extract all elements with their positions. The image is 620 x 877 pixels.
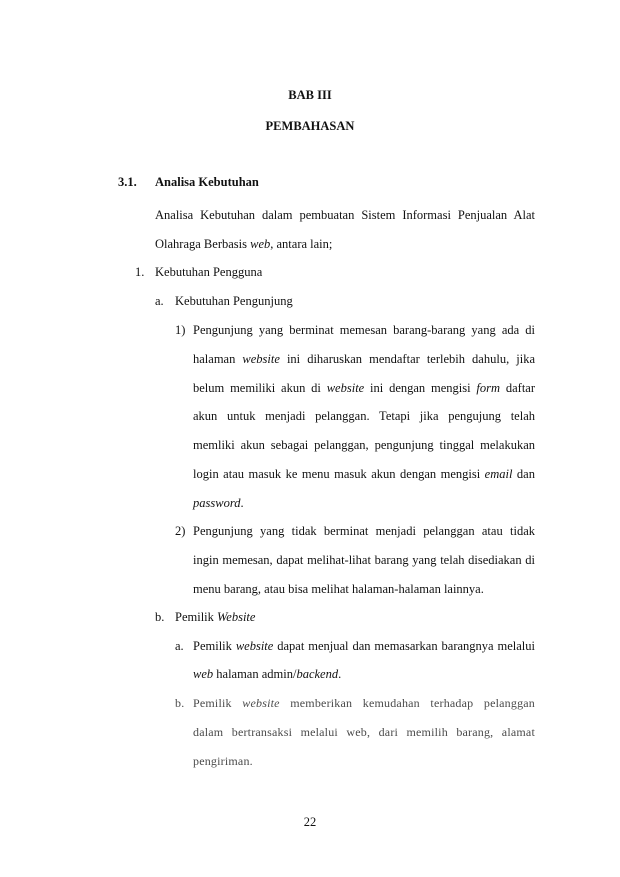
emphasis: website [242, 352, 280, 366]
point2-line-2: ingin memesan, dapat melihat-lihat barang yang telah disediakan di [193, 553, 535, 567]
list-item-pemilik-website [175, 610, 255, 625]
text: halaman admin/ [213, 667, 297, 681]
intro-text-end: , antara lain; [270, 237, 333, 251]
list-item-kebutuhan-pengunjung: Kebutuhan Pengunjung [175, 294, 293, 308]
point1-line-2 [193, 352, 535, 367]
emphasis: Website [217, 610, 256, 624]
text: login atau masuk ke menu masuk akun dengan mengisi [193, 467, 485, 481]
point1-line-1: Pengunjung yang berminat memesan barang-barang yang ada di [193, 323, 535, 337]
point-marker-1: 1) [175, 323, 186, 337]
list-marker-a: a. [155, 294, 164, 308]
page-number: 22 [303, 815, 317, 829]
chapter-title: PEMBAHASAN [265, 119, 355, 133]
section-number: 3.1. [118, 175, 137, 189]
text: dan [512, 467, 535, 481]
point1-line-5: memliki akun sebagai pelanggan, pengunjung tinggal melakukan [193, 438, 535, 452]
owner-a-line-1 [193, 639, 535, 654]
emphasis: email [484, 467, 513, 481]
point1-line-4: akun untuk menjadi pelanggan. Tetapi jika pengujung telah [193, 409, 535, 423]
text: ini dengan mengisi [364, 381, 477, 395]
text: dapat menjual dan memasarkan barangnya melalui [273, 639, 535, 653]
point1-line-3 [193, 381, 535, 396]
emphasis: password [193, 496, 241, 510]
list-marker-b: b. [155, 610, 165, 624]
point1-line-7 [193, 496, 244, 511]
point2-line-1: Pengunjung yang tidak berminat menjadi pelanggan atau tidak [193, 524, 535, 538]
owner-b-line-3: pengiriman. [193, 754, 253, 768]
text: daftar [500, 381, 536, 395]
owner-marker-a: a. [175, 639, 184, 653]
emphasis: website [235, 639, 274, 653]
emphasis: website [326, 381, 365, 395]
list-marker-1: 1. [135, 265, 145, 279]
emphasis: web [193, 667, 214, 681]
text: belum memiliki akun di [193, 381, 327, 395]
text: halaman [193, 352, 243, 366]
text: memberikan kemudahan terhadap pelanggan [279, 696, 536, 710]
emphasis: backend [296, 667, 339, 681]
list-item-kebutuhan-pengguna: Kebutuhan Pengguna [155, 265, 263, 279]
text: . [240, 496, 244, 510]
point-marker-2: 2) [175, 524, 186, 538]
emphasis: website [242, 696, 280, 710]
text: . [338, 667, 342, 681]
intro-emphasis: web [250, 237, 271, 251]
text: Pemilik [193, 696, 243, 710]
chapter-heading: BAB III [288, 88, 332, 102]
intro-text: Olahraga Berbasis [155, 237, 251, 251]
text: Pemilik [193, 639, 236, 653]
text: Pemilik [175, 610, 218, 624]
owner-a-line-2 [193, 667, 341, 682]
text: ini diharuskan mendaftar terlebih dahulu, jika [279, 352, 536, 366]
section-title: Analisa Kebutuhan [155, 175, 259, 189]
owner-b-line-2: dalam bertransaksi melalui web, dari memilih barang, alamat [193, 725, 535, 739]
owner-marker-b: b. [175, 696, 185, 710]
owner-b-line-1 [193, 696, 535, 711]
emphasis: form [476, 381, 501, 395]
point2-line-3: menu barang, atau bisa melihat halaman-halaman lainnya. [193, 582, 484, 596]
intro-line-2 [155, 237, 332, 252]
point1-line-6 [193, 467, 535, 482]
intro-line-1: Analisa Kebutuhan dalam pembuatan Sistem Informasi Penjualan Alat [155, 208, 535, 222]
